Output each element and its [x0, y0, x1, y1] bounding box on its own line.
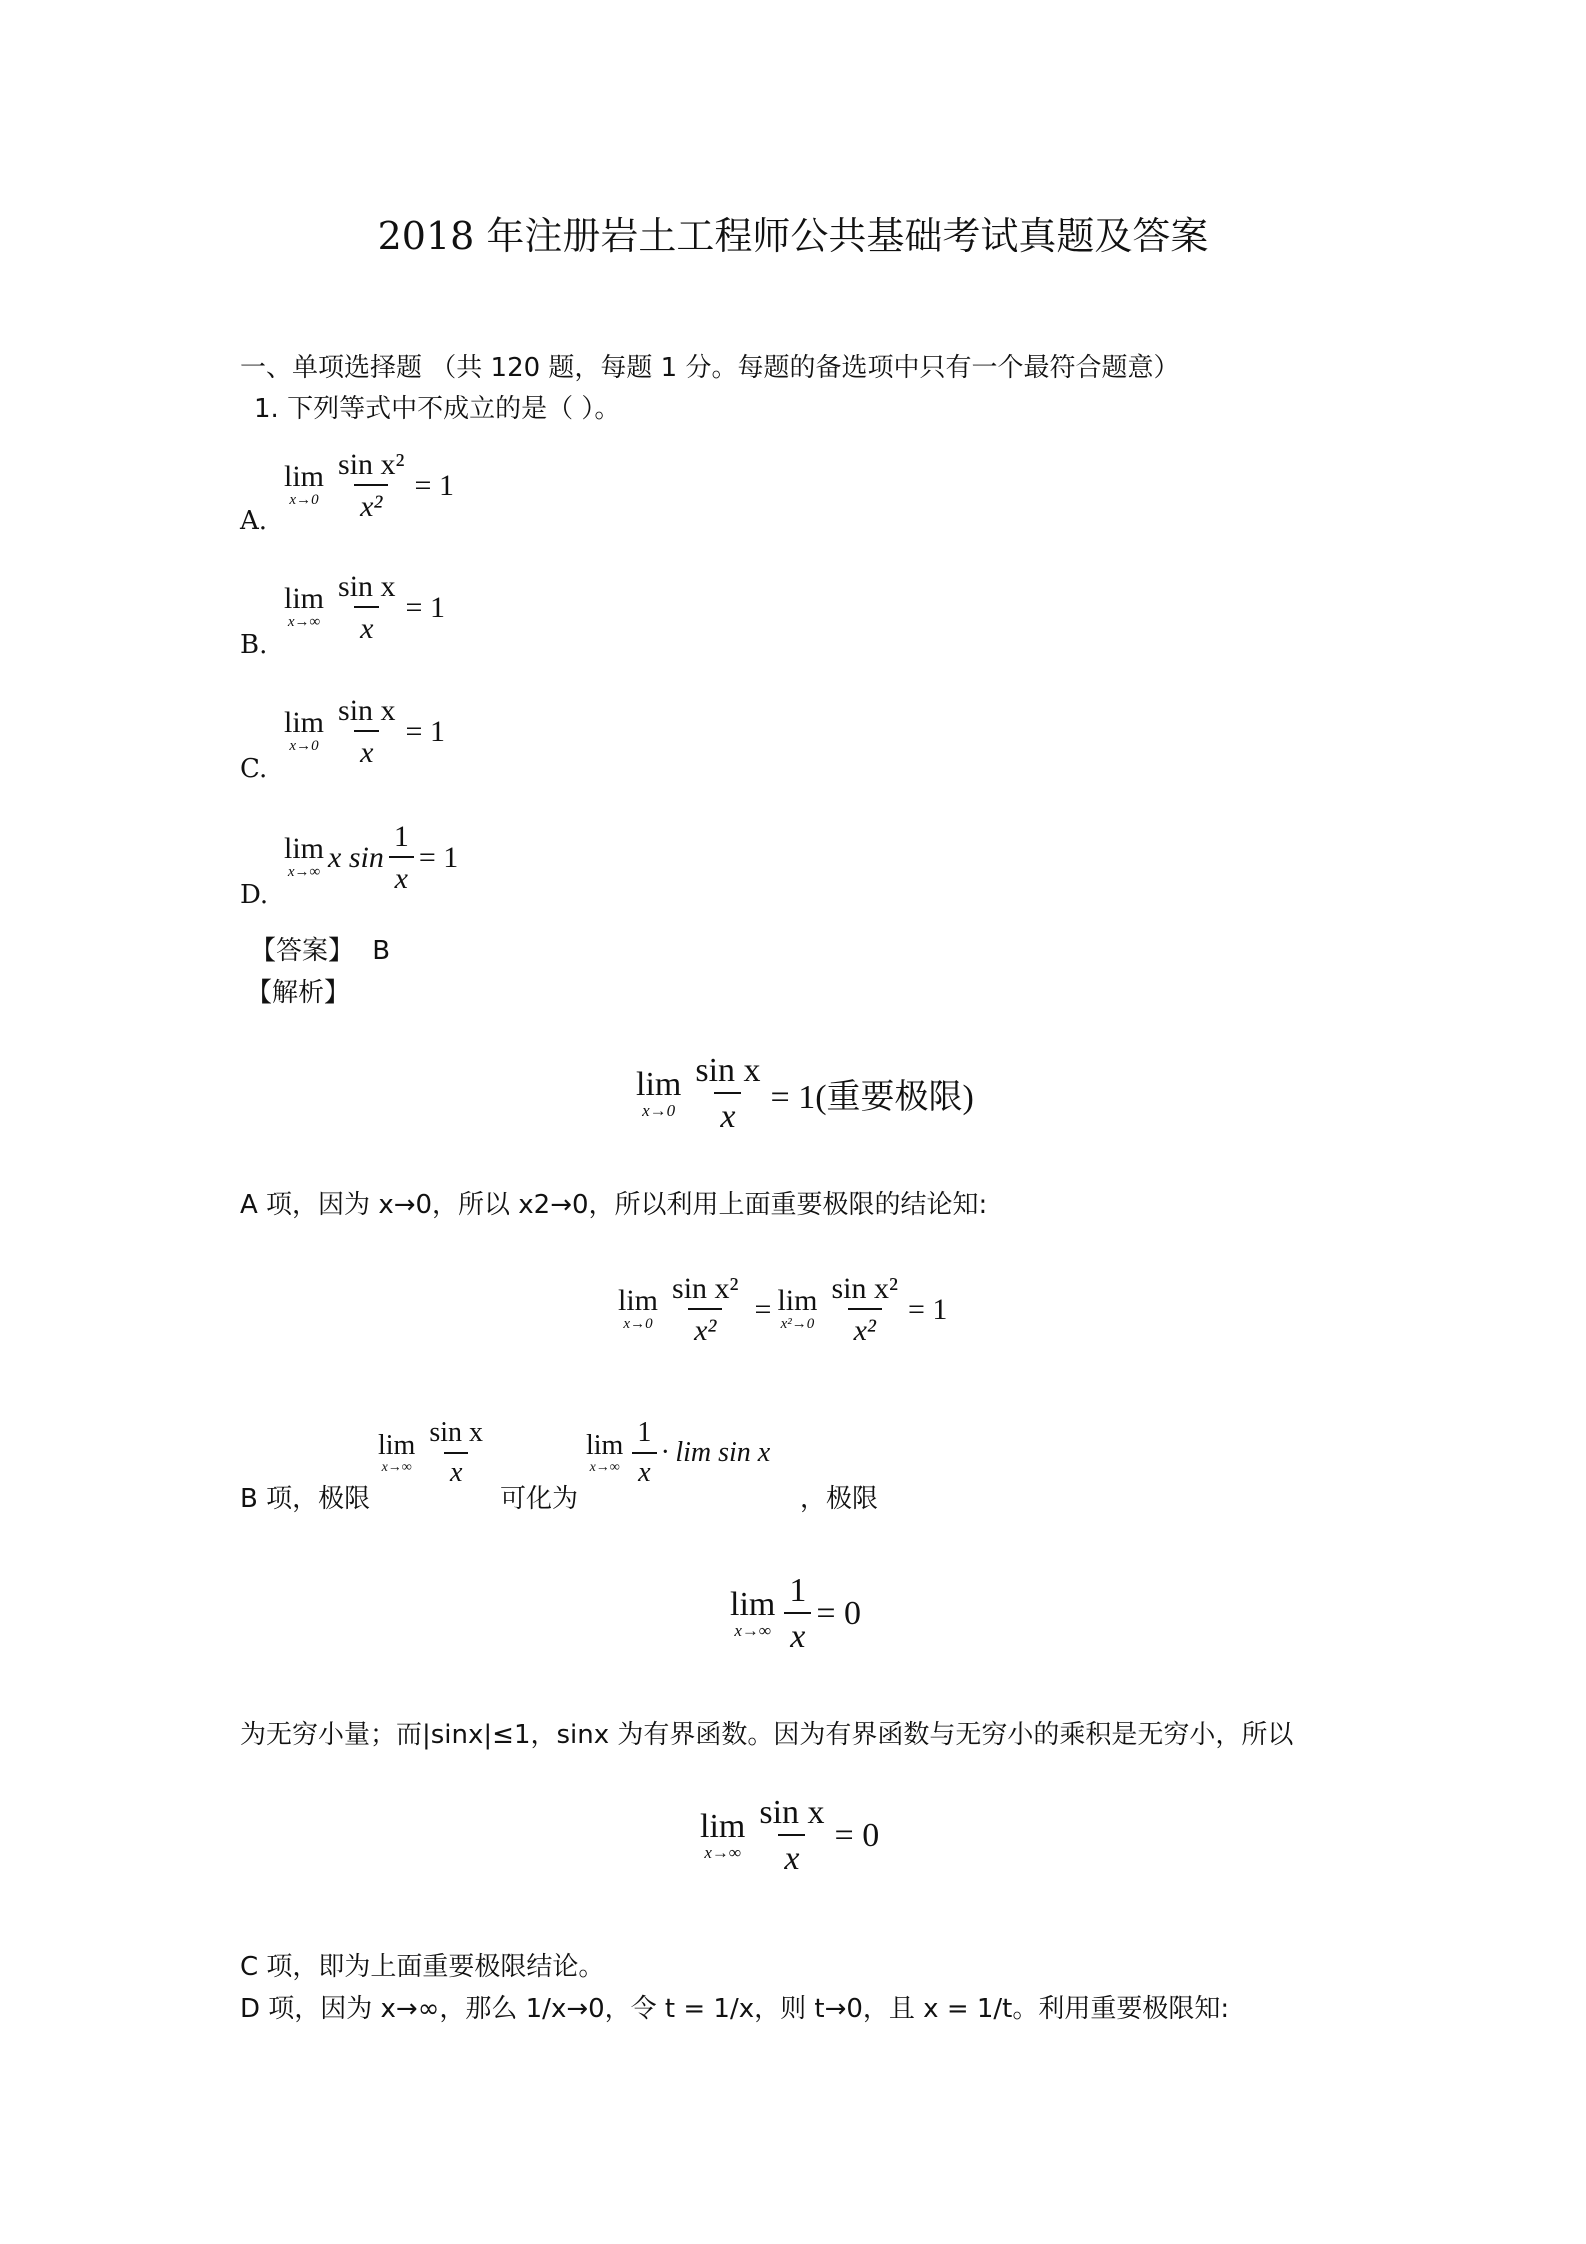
- formula-b-inline-2: lim x→∞ $\frac{1}{x}$ · lim sin x: [586, 1417, 771, 1488]
- option-label: A.: [240, 506, 268, 536]
- option-formula: lim x→∞ $\frac{\text{sin x}}{x}$ = 1: [284, 570, 445, 645]
- page-title: 2018 年注册岩土工程师公共基础考试真题及答案: [377, 214, 1209, 258]
- formula-b-zero: lim x→∞ $\frac{1}{x}$ = 0: [730, 1572, 862, 1656]
- text-bounded-function: 为无穷小量；而|sinx|≤1，sinx 为有界函数。因为有界函数与无穷小的乘积是无穷小，所以: [240, 1720, 1294, 1750]
- text-item-c: C 项，即为上面重要极限结论。: [240, 1952, 605, 1982]
- answer: [250, 930, 390, 967]
- option-label: B.: [240, 630, 268, 660]
- formula-item-a: lim x→0 $\frac{\text{sin x²}}{\text{x²}}$ = lim x²→0 $\frac{\text{sin x²}}{\text{x²}}$ = 1: [618, 1272, 948, 1347]
- option-formula: lim x→0 $\frac{\text{sin x²}}{\text{x²}}$ = 1: [284, 448, 454, 523]
- answer-label: 【答案】: [250, 936, 355, 966]
- answer-value: B: [372, 936, 391, 966]
- text-item-b-mid: 可化为: [500, 1484, 579, 1514]
- option-formula: lim x→0 $\frac{\text{sin x}}{x}$ = 1: [284, 694, 445, 769]
- option-formula: lim x→∞ x sin $\frac{1}{x}$ = 1: [284, 820, 459, 895]
- formula-b-inline-1: lim x→∞ $\frac{\text{sin x}}{x}$: [378, 1417, 484, 1488]
- formula-important-limit: lim x→0 $\frac{\text{sin x}}{x}$ = 1(重要极限): [636, 1052, 974, 1136]
- text-item-b-prefix: B 项，极限: [240, 1484, 371, 1514]
- formula-b-result: lim x→∞ $\frac{\text{sin x}}{x}$ = 0: [700, 1794, 880, 1878]
- analysis-label: 【解析】: [246, 978, 351, 1008]
- text-item-a: A 项，因为 x→0，所以 x2→0，所以利用上面重要极限的结论知:: [240, 1190, 988, 1220]
- section-heading: 一、单项选择题 （共 120 题，每题 1 分。每题的备选项中只有一个最符合题意）: [240, 353, 1180, 383]
- option-label: C.: [240, 754, 268, 784]
- option-label: D.: [240, 880, 269, 910]
- text-item-b-suffix: ，极限: [800, 1484, 879, 1514]
- text-item-d: D 项，因为 x→∞，那么 1/x→0，令 t = 1/x，则 t→0，且 x = 1/t。利用重要极限知:: [240, 1994, 1230, 2024]
- question-stem: 1. 下列等式中不成立的是（ ）。: [254, 394, 621, 424]
